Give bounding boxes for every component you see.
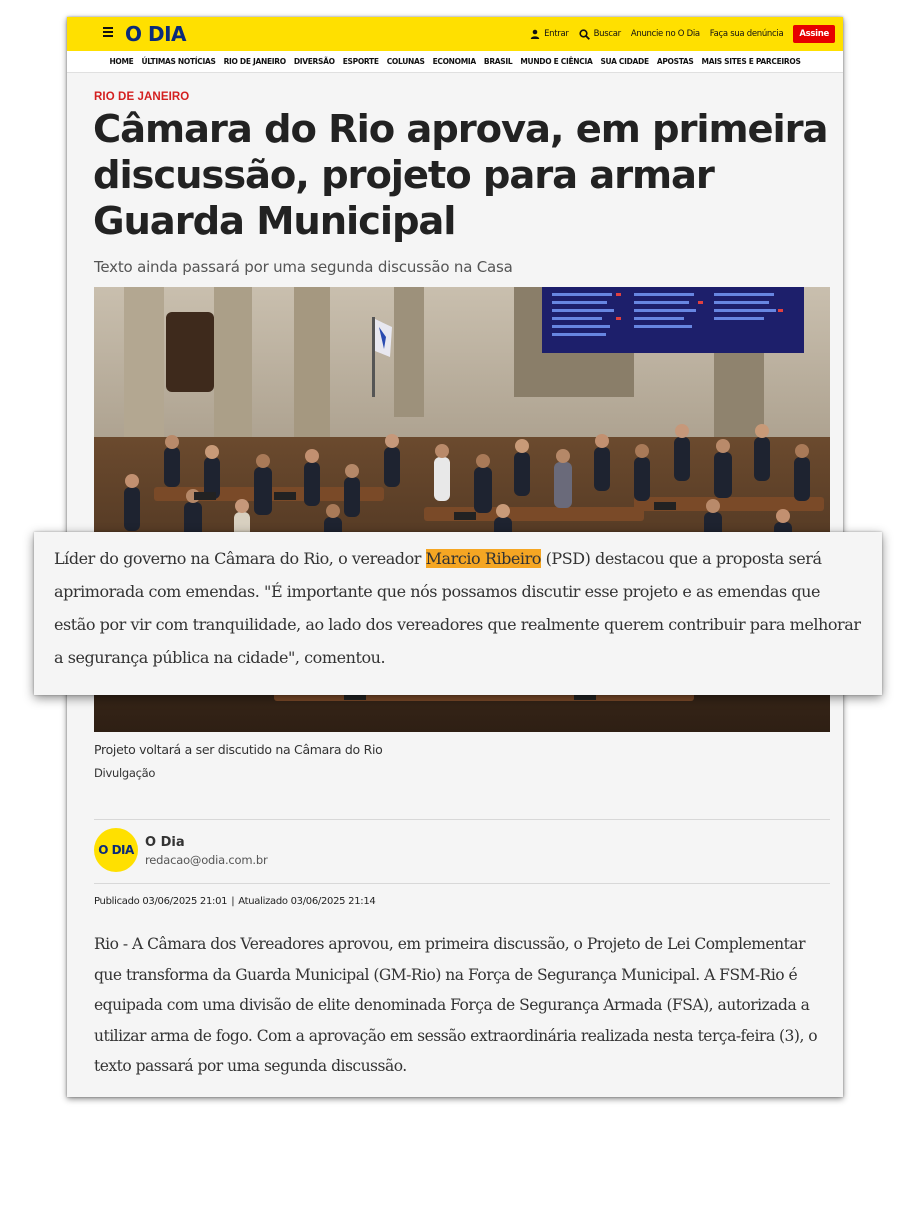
divider-bottom [94, 883, 830, 884]
nav-item-apostas[interactable]: APOSTAS [656, 57, 694, 66]
highlighted-name[interactable]: Marcio Ribeiro [425, 549, 541, 568]
nav-item-ultimas-noticias[interactable]: ÚLTIMAS NOTÍCIAS [141, 57, 216, 66]
report-link[interactable]: Faça sua denúncia [709, 29, 784, 39]
author-email[interactable]: redacao@odia.com.br [145, 853, 268, 867]
nav-item-home[interactable]: HOME [109, 57, 134, 66]
main-nav [67, 51, 843, 73]
hamburger-menu-icon[interactable] [103, 27, 113, 37]
nav-item-sua-cidade[interactable]: SUA CIDADE [600, 57, 649, 66]
updated-date: Atualizado 03/06/2025 21:14 [238, 896, 376, 907]
search-icon [579, 29, 590, 40]
top-bar [67, 17, 843, 51]
published-date: Publicado 03/06/2025 21:01 [94, 896, 228, 907]
nav-item-brasil[interactable]: BRASIL [483, 57, 513, 66]
search-label: Buscar [593, 29, 621, 39]
photo-caption: Projeto voltará a ser discutido na Câmara do Rio [94, 742, 383, 757]
login-label: Entrar [544, 29, 569, 39]
nav-item-mais-sites[interactable]: MAIS SITES E PARCEIROS [701, 57, 801, 66]
nav-item-colunas[interactable]: COLUNAS [386, 57, 425, 66]
nav-item-mundo-e-ciencia[interactable]: MUNDO E CIÊNCIA [520, 57, 593, 66]
publish-dates [94, 896, 375, 907]
quote-text-before: Líder do governo na Câmara do Rio, o vereador [54, 549, 426, 568]
nav-item-esporte[interactable]: ESPORTE [342, 57, 379, 66]
login-link[interactable] [530, 29, 569, 39]
date-separator: | [231, 896, 235, 907]
quote-text [54, 542, 862, 674]
user-icon [530, 29, 540, 39]
nav-item-rio-de-janeiro[interactable]: RIO DE JANEIRO [223, 57, 286, 66]
article-headline: Câmara do Rio aprova, em primeira discussão, projeto para armar Guarda Municipal [93, 107, 828, 244]
photo-credit: Divulgação [94, 766, 156, 780]
article-body: Rio - A Câmara dos Vereadores aprovou, em primeira discussão, o Projeto de Lei Complementar que transforma da Guarda Municipal (GM-Rio) na Força de Segurança Municipal. A FSM-Rio é equipada com uma divisão de elite denominada Força de Segurança Armada (FSA), autorizada a utilizar arma de fogo. Com a aprovação em sessão extraordinária realizada nesta terça-feira (3), o texto passará por uma segunda discussão. [94, 935, 818, 1075]
top-actions [520, 25, 835, 43]
nav-item-economia[interactable]: ECONOMIA [432, 57, 476, 66]
author-name[interactable]: O Dia [145, 835, 185, 850]
section-label[interactable]: RIO DE JANEIRO [94, 91, 190, 103]
site-logo[interactable]: O DIA [125, 22, 186, 46]
article-subtitle: Texto ainda passará por uma segunda discussão na Casa [94, 258, 513, 276]
nav-item-diversao[interactable]: DIVERSÃO [293, 57, 335, 66]
author-avatar-logo: O DIA [98, 843, 134, 857]
quote-text-after: (PSD) destacou que a proposta será aprimorada com emendas. "É importante que nós possamos discutir esse projeto e as emendas que estão por vir com tranquilidade, ao lado dos vereadores que realmente querem contribuir para melhorar a segurança pública na cidade", comentou. [54, 549, 861, 667]
search-link[interactable] [579, 29, 621, 40]
advertise-link[interactable]: Anuncie no O Dia [630, 29, 700, 39]
quote-overlay-card [34, 532, 882, 695]
subscribe-button[interactable]: Assine [793, 25, 835, 43]
author-avatar[interactable] [94, 828, 138, 872]
divider-top [94, 819, 830, 820]
